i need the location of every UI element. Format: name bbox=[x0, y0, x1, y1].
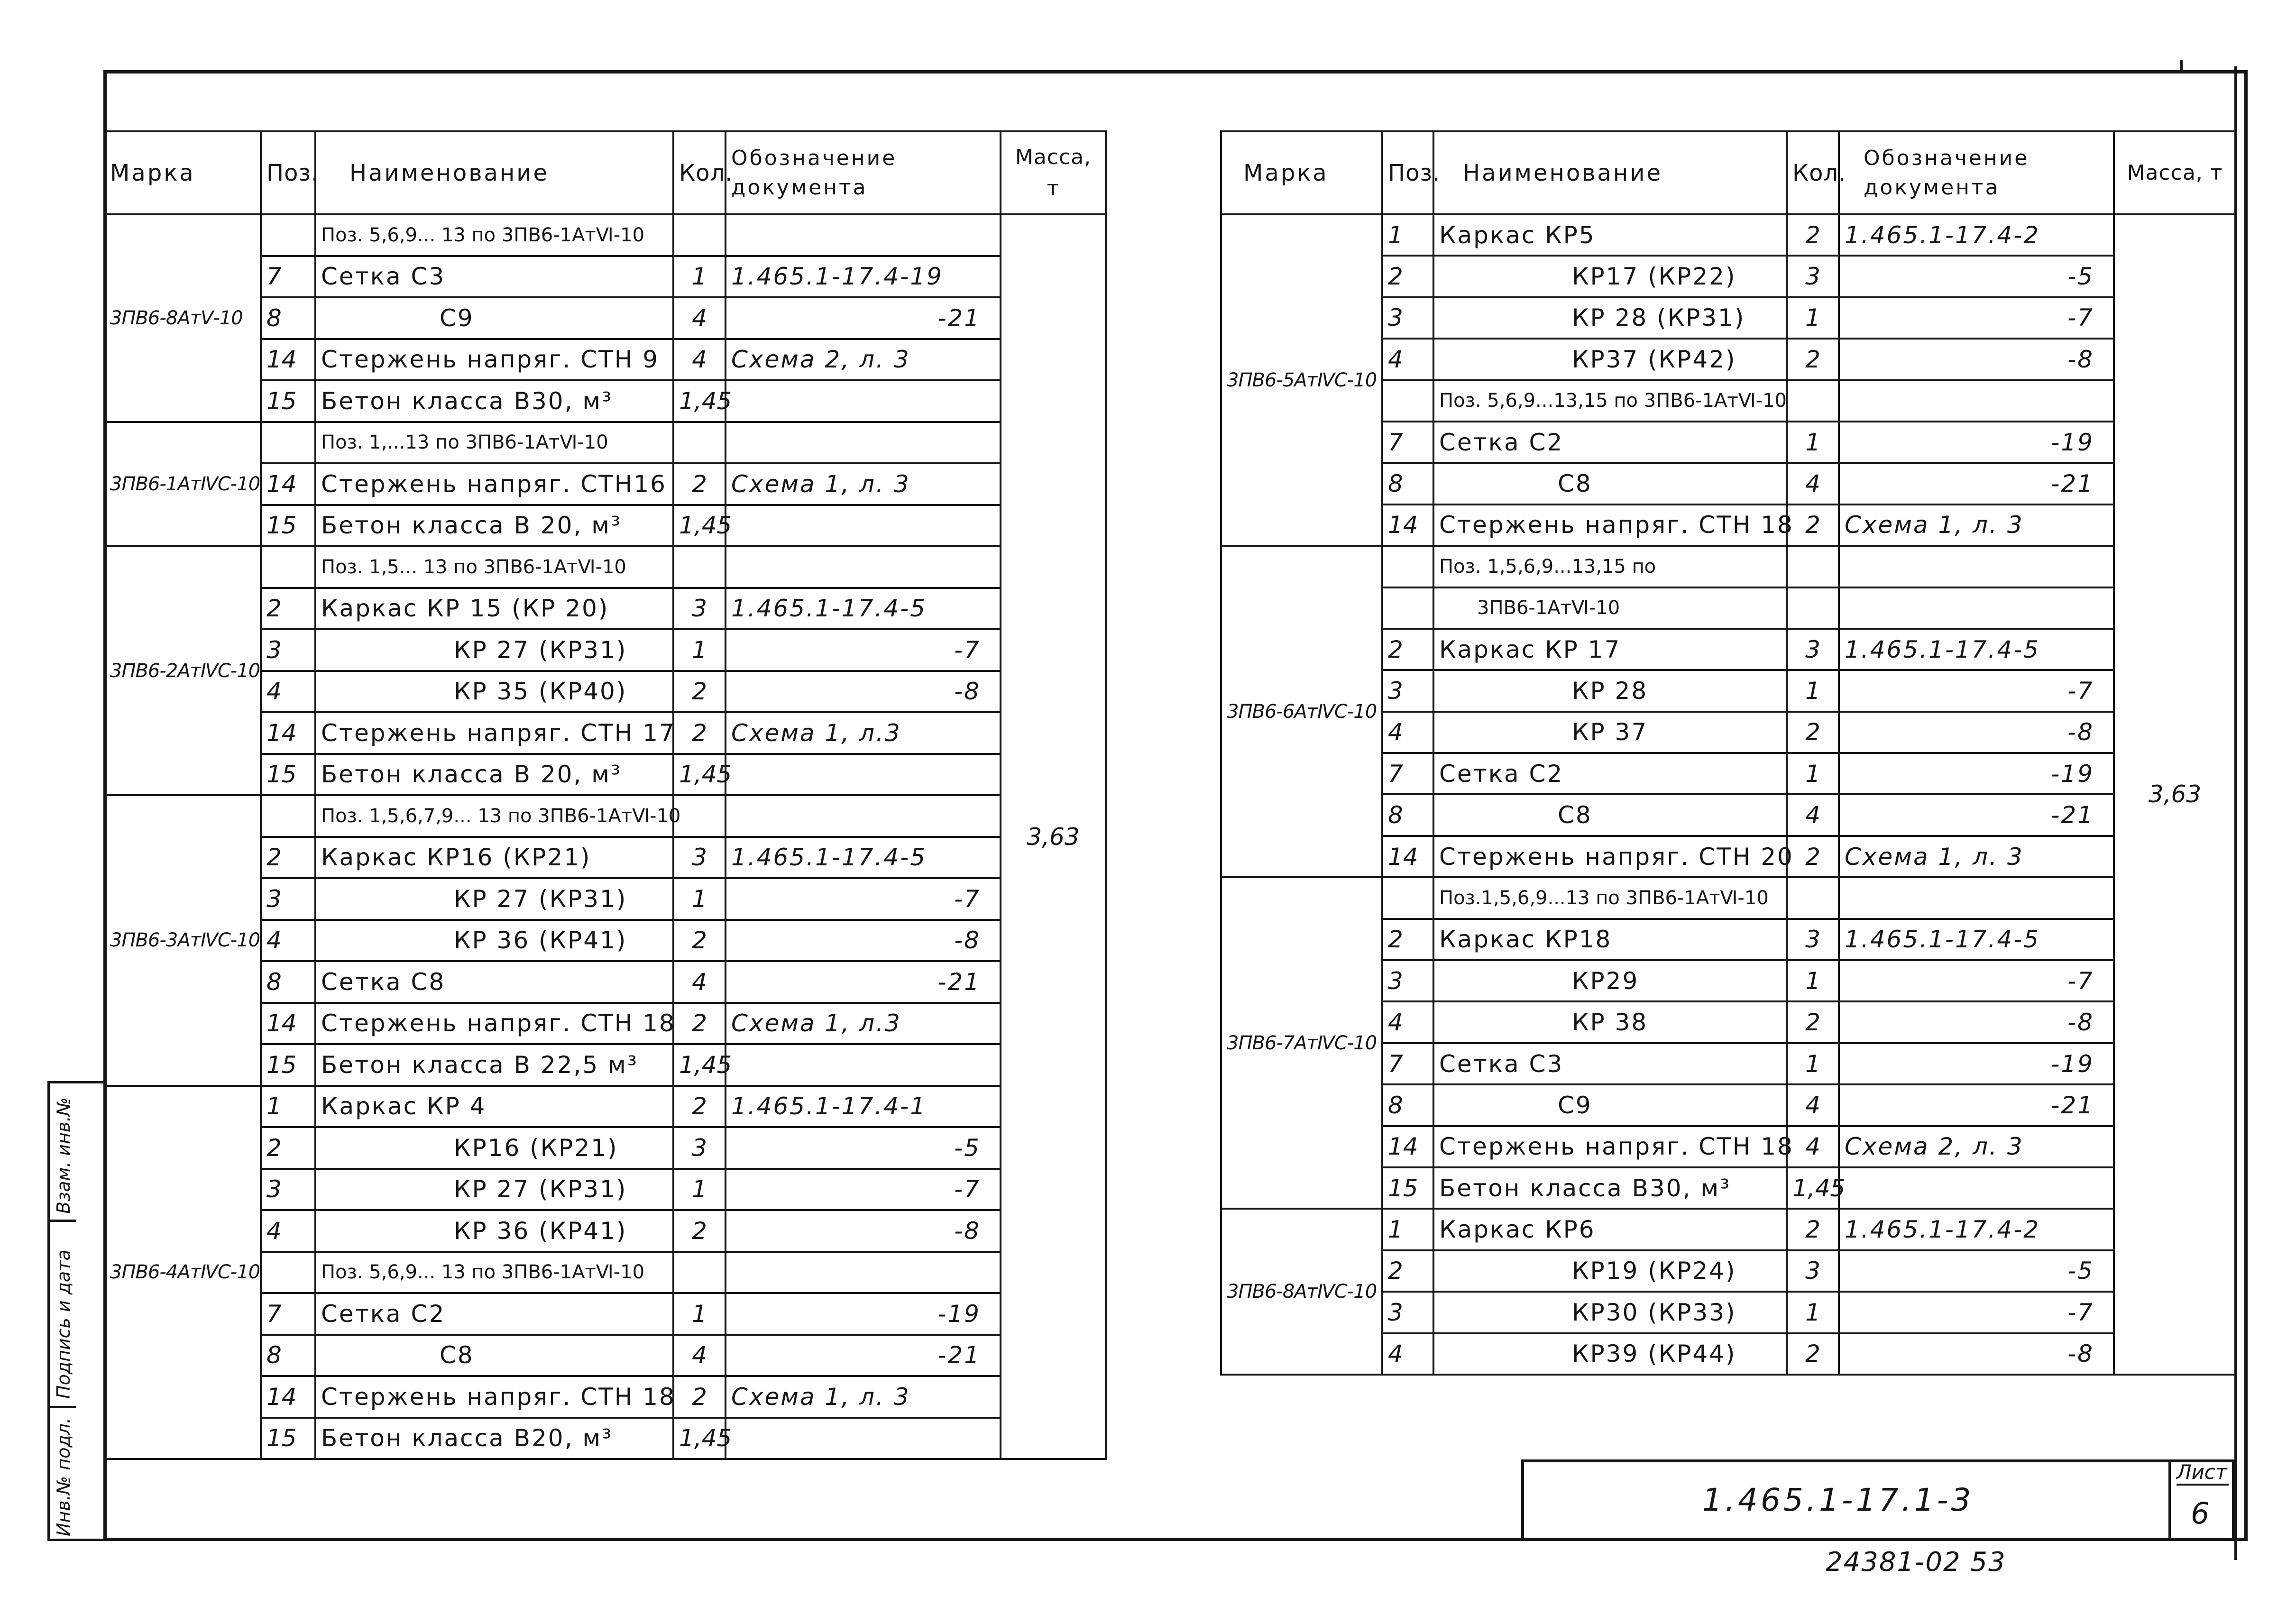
inventory-number: 24381-02 53 bbox=[1826, 1547, 2006, 1578]
table-row bbox=[104, 214, 1106, 256]
cell-pos: 4 bbox=[1382, 712, 1433, 753]
cell-pos: 2 bbox=[261, 837, 315, 879]
cell-doc bbox=[1839, 877, 2114, 918]
cell-pos: 14 bbox=[1382, 505, 1433, 546]
cell-pos: 2 bbox=[1382, 629, 1433, 670]
cell-name: Бетон класса В 20, м³ bbox=[315, 754, 673, 796]
cell-doc: -19 bbox=[1839, 1043, 2114, 1084]
cell-kol: 1 bbox=[1787, 753, 1839, 794]
cell-name: Бетон класса В30, м³ bbox=[315, 380, 673, 422]
cell-pos: 1 bbox=[1382, 214, 1433, 256]
cell-name: С9 bbox=[1433, 1084, 1787, 1126]
cell-doc: 1.465.1-17.4-19 bbox=[726, 256, 1001, 298]
cell-doc: -7 bbox=[1839, 1292, 2114, 1333]
cell-doc: -8 bbox=[1839, 1001, 2114, 1043]
cell-name: Бетон класса В 20, м³ bbox=[315, 505, 673, 547]
cell-kol: 2 bbox=[1787, 1209, 1839, 1250]
cell-name: С8 bbox=[1433, 794, 1787, 835]
table-row bbox=[1221, 1209, 2236, 1250]
sheet-number: 6 bbox=[2191, 1496, 2210, 1531]
cell-kol: 3 bbox=[1787, 629, 1839, 670]
cell-pos: 14 bbox=[261, 1003, 315, 1045]
cell-pos: 15 bbox=[1382, 1167, 1433, 1209]
right-spec-table bbox=[1220, 130, 2237, 1376]
cell-name: Стержень напряг. СТН 20 bbox=[1433, 836, 1787, 877]
cell-pos: 7 bbox=[261, 1293, 315, 1335]
cell-pos: 7 bbox=[1382, 1043, 1433, 1084]
cell-name: Сетка С8 bbox=[315, 961, 673, 1003]
cell-doc: -7 bbox=[726, 1169, 1001, 1211]
cell-kol bbox=[673, 546, 726, 588]
table-row bbox=[1221, 546, 2236, 587]
cell-doc: Схема 1, л. 3 bbox=[1839, 836, 2114, 877]
cell-name: С8 bbox=[1433, 463, 1787, 504]
cell-name: Стержень напряг. СТН 18 bbox=[1433, 505, 1787, 546]
cell-kol: 1,45 bbox=[673, 1418, 726, 1459]
cell-marka: 3ПВ6-5АтⅣС-10 bbox=[1221, 214, 1382, 546]
document-code: 1.465.1-17.1-3 bbox=[1702, 1482, 1974, 1518]
cell-kol bbox=[1787, 587, 1839, 629]
cell-doc: Схема 1, л.3 bbox=[726, 1003, 1001, 1045]
cell-name: Стержень напряг. СТН 18 bbox=[315, 1003, 673, 1045]
cell-pos bbox=[261, 1252, 315, 1294]
cell-pos: 14 bbox=[261, 463, 315, 505]
cell-kol: 2 bbox=[673, 712, 726, 754]
cell-marka: 3ПВ6-4АтⅣС-10 bbox=[104, 1086, 261, 1459]
table-row bbox=[104, 422, 1106, 464]
cell-name: КР 28 bbox=[1433, 670, 1787, 711]
corner-tick bbox=[2180, 60, 2183, 73]
cell-name: Поз.1,5,6,9...13 по 3ПВ6-1АтⅥ-10 bbox=[1433, 877, 1787, 918]
cell-name: КР19 (КР24) bbox=[1433, 1250, 1787, 1292]
cell-pos bbox=[1382, 546, 1433, 587]
cell-pos: 8 bbox=[1382, 1084, 1433, 1126]
cell-kol: 2 bbox=[673, 463, 726, 505]
cell-name: КР 28 (КР31) bbox=[1433, 297, 1787, 339]
cell-doc: -5 bbox=[1839, 1250, 2114, 1292]
header-row bbox=[1221, 131, 2236, 214]
cell-doc: 1.465.1-17.4-2 bbox=[1839, 1209, 2114, 1250]
cell-pos: 4 bbox=[261, 671, 315, 713]
cell-pos: 3 bbox=[1382, 960, 1433, 1001]
cell-name: Поз. 1,5,6,7,9... 13 по 3ПВ6-1АтⅥ-10 bbox=[315, 795, 673, 837]
cell-name: Стержень напряг. СТН 9 bbox=[315, 339, 673, 381]
cell-kol: 2 bbox=[1787, 712, 1839, 753]
cell-kol: 1 bbox=[1787, 1292, 1839, 1333]
cell-doc bbox=[1839, 546, 2114, 587]
cell-kol: 4 bbox=[1787, 1084, 1839, 1126]
cell-pos: 3 bbox=[261, 629, 315, 671]
cell-doc: -7 bbox=[1839, 960, 2114, 1001]
cell-kol: 4 bbox=[1787, 794, 1839, 835]
cell-pos: 2 bbox=[1382, 256, 1433, 297]
cell-name: Каркас КР5 bbox=[1433, 214, 1787, 256]
cell-pos: 14 bbox=[261, 339, 315, 381]
cell-pos: 8 bbox=[1382, 794, 1433, 835]
cell-marka: 3ПВ6-6АтⅣС-10 bbox=[1221, 546, 1382, 877]
cell-kol bbox=[1787, 546, 1839, 587]
cell-pos: 3 bbox=[261, 1169, 315, 1211]
side-divider-1 bbox=[47, 1220, 76, 1222]
cell-pos: 3 bbox=[261, 878, 315, 920]
cell-pos: 1 bbox=[1382, 1209, 1433, 1250]
cell-kol: 4 bbox=[673, 339, 726, 381]
cell-name: КР39 (КР44) bbox=[1433, 1333, 1787, 1375]
cell-kol: 2 bbox=[1787, 339, 1839, 380]
cell-doc: Схема 2, л. 3 bbox=[726, 339, 1001, 381]
cell-name: Поз. 1,5... 13 по 3ПВ6-1АтⅥ-10 bbox=[315, 546, 673, 588]
cell-pos: 8 bbox=[261, 297, 315, 339]
cell-pos bbox=[1382, 877, 1433, 918]
cell-doc bbox=[726, 1044, 1001, 1086]
cell-kol: 1 bbox=[1787, 960, 1839, 1001]
cell-name: Поз. 5,6,9... 13 по 3ПВ6-1АтⅥ-10 bbox=[315, 1252, 673, 1294]
cell-pos: 3 bbox=[1382, 670, 1433, 711]
cell-kol: 3 bbox=[1787, 1250, 1839, 1292]
cell-pos bbox=[1382, 380, 1433, 422]
cell-doc: 1.465.1-17.4-2 bbox=[1839, 214, 2114, 256]
cell-pos: 15 bbox=[261, 754, 315, 796]
cell-name: КР 37 bbox=[1433, 712, 1787, 753]
cell-doc: -5 bbox=[1839, 256, 2114, 297]
cell-name: Поз. 1,...13 по 3ПВ6-1АтⅥ-10 bbox=[315, 422, 673, 464]
cell-pos bbox=[261, 795, 315, 837]
cell-name: С8 bbox=[315, 1335, 673, 1376]
cell-pos: 1 bbox=[261, 1086, 315, 1128]
cell-marka: 3ПВ6-1АтⅣС-10 bbox=[104, 422, 261, 547]
cell-kol: 2 bbox=[1787, 836, 1839, 877]
header-kol: Кол. bbox=[673, 131, 726, 214]
cell-kol bbox=[1787, 877, 1839, 918]
table-row bbox=[1221, 214, 2236, 256]
cell-name: КР30 (КР33) bbox=[1433, 1292, 1787, 1333]
cell-pos: 8 bbox=[261, 961, 315, 1003]
cell-doc bbox=[726, 546, 1001, 588]
cell-doc: -21 bbox=[1839, 463, 2114, 504]
cell-name: КР 35 (КР40) bbox=[315, 671, 673, 713]
cell-doc bbox=[726, 795, 1001, 837]
cell-name: Бетон класса В20, м³ bbox=[315, 1418, 673, 1459]
header-pos: Поз. bbox=[261, 131, 315, 214]
cell-doc bbox=[726, 505, 1001, 547]
cell-pos bbox=[261, 214, 315, 256]
cell-doc: Схема 1, л.3 bbox=[726, 712, 1001, 754]
cell-kol: 2 bbox=[673, 1210, 726, 1252]
header-name: Наименование bbox=[1433, 131, 1787, 214]
cell-kol bbox=[673, 1252, 726, 1294]
header-marka: Марка bbox=[104, 131, 261, 214]
cell-pos: 2 bbox=[261, 588, 315, 630]
cell-name: КР 27 (КР31) bbox=[315, 1169, 673, 1211]
cell-name: Каркас КР6 bbox=[1433, 1209, 1787, 1250]
cell-kol: 1 bbox=[1787, 297, 1839, 339]
cell-name: Каркас КР 4 bbox=[315, 1086, 673, 1128]
cell-kol: 4 bbox=[673, 961, 726, 1003]
cell-name: С9 bbox=[315, 297, 673, 339]
cell-kol: 2 bbox=[1787, 1001, 1839, 1043]
cell-kol: 1,45 bbox=[673, 505, 726, 547]
cell-pos: 4 bbox=[1382, 1001, 1433, 1043]
header-name: Наименование bbox=[315, 131, 673, 214]
cell-name: КР37 (КР42) bbox=[1433, 339, 1787, 380]
cell-name: 3ПВ6-1АтⅥ-10 bbox=[1433, 587, 1787, 629]
side-text-vzam: Взам. инв.№ bbox=[53, 1097, 74, 1214]
cell-marka: 3ПВ6-7АтⅣС-10 bbox=[1221, 877, 1382, 1209]
cell-pos bbox=[1382, 587, 1433, 629]
header-mass: Масса, т bbox=[1001, 131, 1106, 214]
cell-pos: 14 bbox=[261, 712, 315, 754]
cell-kol bbox=[673, 214, 726, 256]
cell-name: КР 36 (КР41) bbox=[315, 920, 673, 962]
cell-doc: -5 bbox=[726, 1127, 1001, 1169]
cell-name: КР 27 (КР31) bbox=[315, 629, 673, 671]
cell-kol: 4 bbox=[1787, 1126, 1839, 1167]
cell-name: Поз. 1,5,6,9...13,15 по bbox=[1433, 546, 1787, 587]
cell-kol: 1 bbox=[673, 1293, 726, 1335]
table-row bbox=[1221, 877, 2236, 918]
cell-doc bbox=[1839, 1167, 2114, 1209]
cell-doc: 1.465.1-17.4-5 bbox=[1839, 919, 2114, 960]
cell-kol: 3 bbox=[673, 837, 726, 879]
cell-pos bbox=[261, 422, 315, 464]
cell-pos: 3 bbox=[1382, 297, 1433, 339]
cell-name: КР 27 (КР31) bbox=[315, 878, 673, 920]
cell-doc: -8 bbox=[1839, 339, 2114, 380]
cell-pos bbox=[261, 546, 315, 588]
side-text-podpis: Подпись и дата bbox=[53, 1249, 74, 1399]
cell-doc bbox=[726, 422, 1001, 464]
cell-pos: 15 bbox=[261, 505, 315, 547]
cell-kol: 1,45 bbox=[673, 754, 726, 796]
cell-kol: 2 bbox=[673, 1376, 726, 1418]
cell-marka: 3ПВ6-2АтⅣС-10 bbox=[104, 546, 261, 795]
table-row bbox=[104, 546, 1106, 588]
cell-name: Стержень напряг. СТН 17 bbox=[315, 712, 673, 754]
cell-kol: 3 bbox=[673, 588, 726, 630]
cell-doc: Схема 2, л. 3 bbox=[1839, 1126, 2114, 1167]
cell-doc: -7 bbox=[726, 878, 1001, 920]
cell-name: КР 36 (КР41) bbox=[315, 1210, 673, 1252]
cell-kol bbox=[673, 795, 726, 837]
cell-doc: -19 bbox=[726, 1293, 1001, 1335]
cell-marka: 3ПВ6-3АтⅣС-10 bbox=[104, 795, 261, 1086]
cell-kol: 1 bbox=[673, 878, 726, 920]
cell-name: Сетка С2 bbox=[1433, 422, 1787, 463]
cell-kol: 1 bbox=[673, 256, 726, 298]
cell-doc: -21 bbox=[726, 961, 1001, 1003]
table-row bbox=[104, 795, 1106, 837]
cell-kol: 3 bbox=[673, 1127, 726, 1169]
cell-kol: 2 bbox=[673, 1003, 726, 1045]
cell-name: Стержень напряг. СТН 18 bbox=[315, 1376, 673, 1418]
cell-doc: -21 bbox=[726, 1335, 1001, 1376]
cell-marka: 3ПВ6-8АтⅣС-10 bbox=[1221, 1209, 1382, 1375]
cell-doc: -7 bbox=[1839, 670, 2114, 711]
cell-pos: 7 bbox=[1382, 422, 1433, 463]
cell-name: КР16 (КР21) bbox=[315, 1127, 673, 1169]
header-pos: Поз. bbox=[1382, 131, 1433, 214]
cell-mass: 3,63 bbox=[1001, 214, 1106, 1459]
cell-doc bbox=[726, 754, 1001, 796]
cell-kol: 4 bbox=[1787, 463, 1839, 504]
cell-pos: 7 bbox=[261, 256, 315, 298]
cell-name: Бетон класса В30, м³ bbox=[1433, 1167, 1787, 1209]
cell-doc: 1.465.1-17.4-5 bbox=[726, 837, 1001, 879]
cell-pos: 8 bbox=[261, 1335, 315, 1376]
cell-doc: -8 bbox=[1839, 1333, 2114, 1375]
cell-name: Стержень напряг. СТН16 bbox=[315, 463, 673, 505]
cell-doc bbox=[1839, 380, 2114, 422]
cell-kol: 1 bbox=[673, 1169, 726, 1211]
cell-name: Стержень напряг. СТН 18 bbox=[1433, 1126, 1787, 1167]
cell-name: Каркас КР 15 (КР 20) bbox=[315, 588, 673, 630]
header-doc: Обозначение документа bbox=[726, 131, 1001, 214]
cell-pos: 15 bbox=[261, 380, 315, 422]
cell-doc: -8 bbox=[726, 1210, 1001, 1252]
cell-name: Каркас КР18 bbox=[1433, 919, 1787, 960]
cell-name: КР17 (КР22) bbox=[1433, 256, 1787, 297]
cell-kol: 2 bbox=[1787, 1333, 1839, 1375]
cell-kol: 2 bbox=[673, 671, 726, 713]
header-row bbox=[104, 131, 1106, 214]
cell-doc: -8 bbox=[1839, 712, 2114, 753]
cell-kol bbox=[1787, 380, 1839, 422]
cell-kol: 4 bbox=[673, 1335, 726, 1376]
cell-pos: 4 bbox=[1382, 339, 1433, 380]
cell-pos: 3 bbox=[1382, 1292, 1433, 1333]
cell-doc: -19 bbox=[1839, 422, 2114, 463]
cell-pos: 4 bbox=[261, 1210, 315, 1252]
cell-kol: 2 bbox=[673, 1086, 726, 1128]
left-spec-table bbox=[103, 130, 1107, 1460]
cell-kol: 3 bbox=[1787, 919, 1839, 960]
cell-doc: -8 bbox=[726, 671, 1001, 713]
header-doc: Обозначение документа bbox=[1839, 131, 2114, 214]
cell-kol: 1 bbox=[673, 629, 726, 671]
cell-name: Бетон класса В 22,5 м³ bbox=[315, 1044, 673, 1086]
cell-pos: 4 bbox=[1382, 1333, 1433, 1375]
cell-name: Каркас КР16 (КР21) bbox=[315, 837, 673, 879]
cell-mass: 3,63 bbox=[2114, 214, 2236, 1375]
cell-doc: -8 bbox=[726, 920, 1001, 962]
cell-doc: -7 bbox=[726, 629, 1001, 671]
header-kol: Кол. bbox=[1787, 131, 1839, 214]
cell-name: Сетка С2 bbox=[315, 1293, 673, 1335]
side-divider-2 bbox=[47, 1406, 76, 1408]
cell-doc: -21 bbox=[1839, 1084, 2114, 1126]
cell-kol: 4 bbox=[673, 297, 726, 339]
cell-kol bbox=[673, 422, 726, 464]
cell-name: Сетка С2 bbox=[1433, 753, 1787, 794]
cell-kol: 2 bbox=[673, 920, 726, 962]
cell-doc: 1.465.1-17.4-1 bbox=[726, 1086, 1001, 1128]
cell-name: Поз. 5,6,9...13,15 по 3ПВ6-1АтⅥ-10 bbox=[1433, 380, 1787, 422]
cell-pos: 15 bbox=[261, 1044, 315, 1086]
cell-pos: 8 bbox=[1382, 463, 1433, 504]
cell-doc: Схема 1, л. 3 bbox=[726, 463, 1001, 505]
cell-name: КР 38 bbox=[1433, 1001, 1787, 1043]
cell-pos: 4 bbox=[261, 920, 315, 962]
cell-name: КР29 bbox=[1433, 960, 1787, 1001]
cell-kol: 1 bbox=[1787, 1043, 1839, 1084]
cell-name: Каркас КР 17 bbox=[1433, 629, 1787, 670]
cell-doc: Схема 1, л. 3 bbox=[726, 1376, 1001, 1418]
cell-doc: 1.465.1-17.4-5 bbox=[1839, 629, 2114, 670]
cell-kol: 1,45 bbox=[1787, 1167, 1839, 1209]
cell-pos: 15 bbox=[261, 1418, 315, 1459]
cell-name: Сетка С3 bbox=[315, 256, 673, 298]
cell-kol: 2 bbox=[1787, 214, 1839, 256]
cell-doc: Схема 1, л. 3 bbox=[1839, 505, 2114, 546]
cell-doc bbox=[726, 380, 1001, 422]
side-text-inv-podl: Инв.№ подл. bbox=[53, 1417, 74, 1536]
cell-doc: -21 bbox=[1839, 794, 2114, 835]
cell-doc bbox=[1839, 587, 2114, 629]
cell-kol: 2 bbox=[1787, 505, 1839, 546]
cell-doc: -19 bbox=[1839, 753, 2114, 794]
cell-doc bbox=[726, 1418, 1001, 1459]
cell-name: Поз. 5,6,9... 13 по 3ПВ6-1АтⅥ-10 bbox=[315, 214, 673, 256]
cell-kol: 1,45 bbox=[673, 1044, 726, 1086]
cell-pos: 2 bbox=[1382, 919, 1433, 960]
cell-pos: 7 bbox=[1382, 753, 1433, 794]
cell-kol: 1 bbox=[1787, 670, 1839, 711]
cell-name: Сетка С3 bbox=[1433, 1043, 1787, 1084]
cell-kol: 1,45 bbox=[673, 380, 726, 422]
cell-pos: 2 bbox=[261, 1127, 315, 1169]
cell-doc: 1.465.1-17.4-5 bbox=[726, 588, 1001, 630]
cell-kol: 3 bbox=[1787, 256, 1839, 297]
cell-marka: 3ПВ6-8АтⅤ-10 bbox=[104, 214, 261, 422]
cell-pos: 14 bbox=[261, 1376, 315, 1418]
cell-doc bbox=[726, 1252, 1001, 1294]
cell-doc: -21 bbox=[726, 297, 1001, 339]
table-row bbox=[104, 1086, 1106, 1128]
sheet-label: Лист bbox=[2177, 1460, 2229, 1486]
cell-pos: 14 bbox=[1382, 836, 1433, 877]
cell-pos: 2 bbox=[1382, 1250, 1433, 1292]
header-marka: Марка bbox=[1221, 131, 1382, 214]
cell-doc bbox=[726, 214, 1001, 256]
header-mass: Масса, т bbox=[2114, 131, 2236, 214]
cell-doc: -7 bbox=[1839, 297, 2114, 339]
cell-pos: 14 bbox=[1382, 1126, 1433, 1167]
cell-kol: 1 bbox=[1787, 422, 1839, 463]
